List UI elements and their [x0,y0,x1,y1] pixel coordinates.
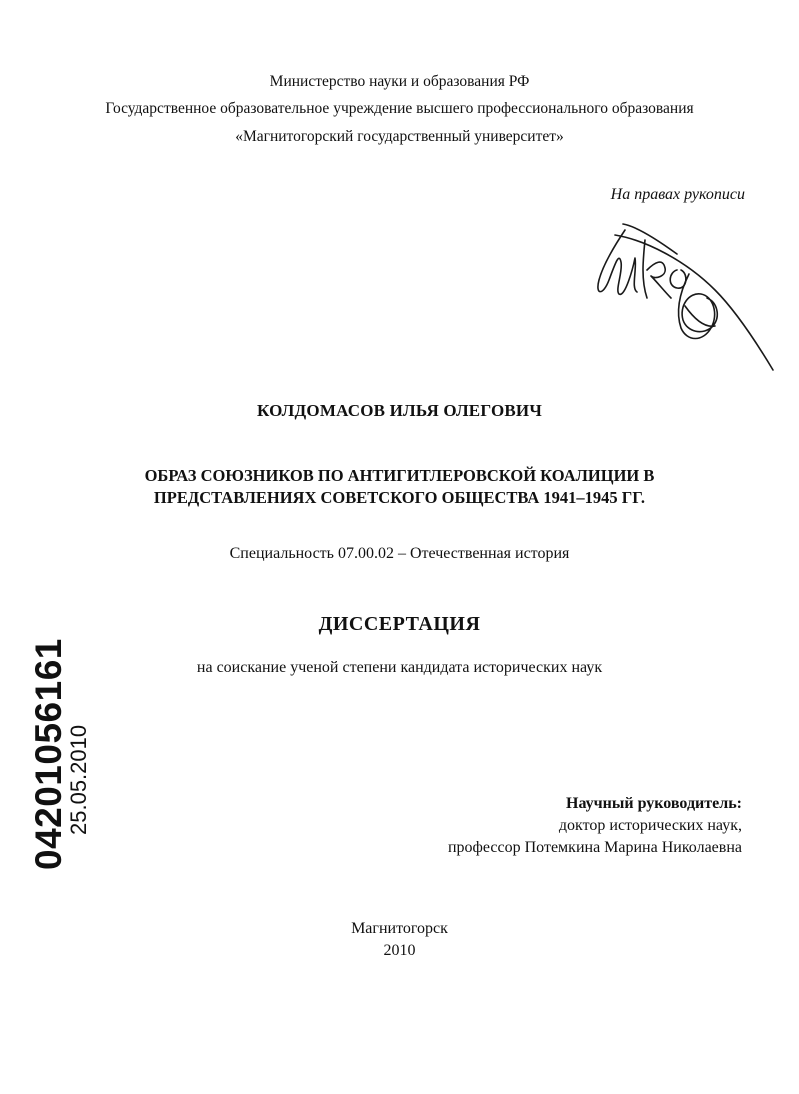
year-line: 2010 [383,942,416,959]
stamp-number: 04201056161 [28,638,69,870]
institution-line: Государственное образовательное учреждение высшего профессионального образования [105,100,694,117]
ministry-line: Министерство науки и образования РФ [269,73,530,90]
manuscript-note: На правах рукописи [610,186,745,203]
supervisor-label: Научный руководитель: [566,795,742,812]
specialty-line: Специальность 07.00.02 – Отечественная история [229,545,570,562]
title-line-2: ПРЕДСТАВЛЕНИЯХ СОВЕТСКОГО ОБЩЕСТВА 1941–1945 ГГ. [153,488,646,507]
supervisor-degree: доктор исторических наук, [558,817,742,834]
document-type: ДИССЕРТАЦИЯ [318,613,481,635]
supervisor-name: профессор Потемкина Марина Николаевна [447,839,742,856]
city-line: Магнитогорск [351,920,448,937]
degree-line: на соискание ученой степени кандидата исторических наук [196,659,603,676]
title-line-1: ОБРАЗ СОЮЗНИКОВ ПО АНТИГИТЛЕРОВСКОЙ КОАЛИЦИИ В [144,466,655,485]
stamp-date: 25.05.2010 [66,724,91,835]
registration-stamp [28,638,91,870]
university-line: «Магнитогорский государственный университет» [235,128,564,145]
author-name: КОЛДОМАСОВ ИЛЬЯ ОЛЕГОВИЧ [256,401,543,420]
handwritten-signature [585,210,780,385]
